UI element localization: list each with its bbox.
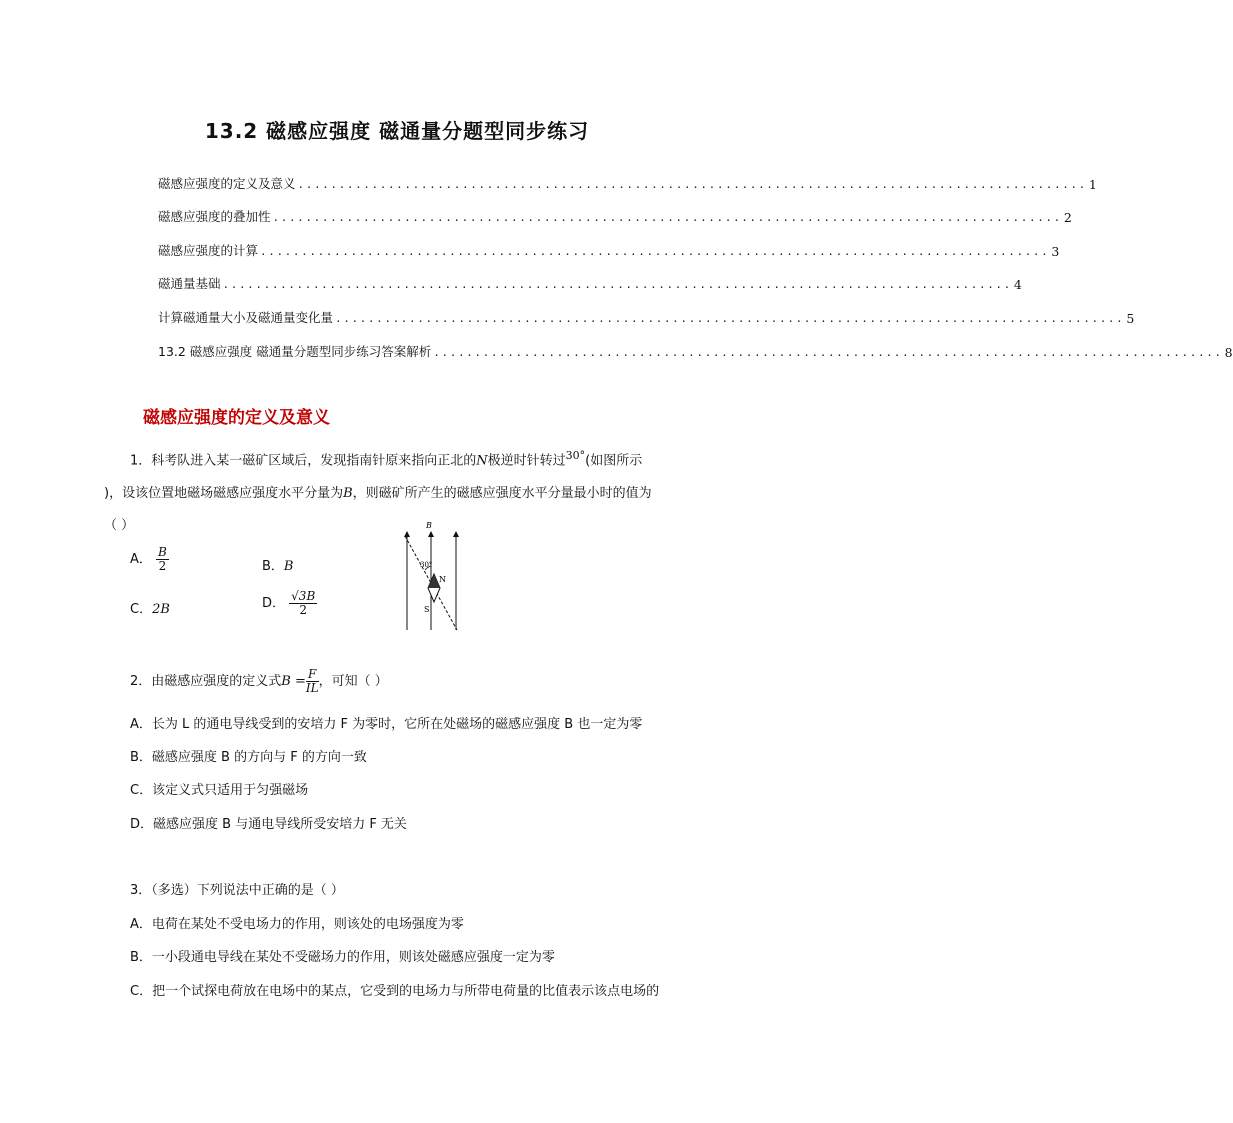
fraction: [306, 668, 319, 695]
toc-leader: ................................................................................................: [260, 244, 1050, 258]
toc-item-page: 8: [1224, 344, 1233, 360]
q1-symbol-b: B: [343, 486, 353, 501]
option-value: B: [283, 559, 294, 574]
toc-item-page: 1: [1088, 176, 1097, 192]
toc-leader: ................................................................................................: [433, 345, 1223, 359]
toc-item[interactable]: [158, 292, 1135, 326]
toc-item-label: 磁感应强度的叠加性: [158, 209, 271, 225]
toc-item-label: 磁感应强度的计算: [158, 242, 259, 258]
q2-option-d[interactable]: D．磁感应强度 B 与通电导线所受安培力 F 无关: [130, 817, 407, 832]
q1-option-c[interactable]: [130, 598, 170, 617]
toc-item[interactable]: [158, 225, 1060, 259]
option-label: C．: [130, 602, 153, 617]
toc-item[interactable]: [158, 326, 1233, 360]
q1-option-a[interactable]: [130, 546, 169, 573]
label-n: N: [439, 575, 446, 584]
q3-option-a[interactable]: A．电荷在某处不受电场力的作用，则该处的电场强度为零: [130, 917, 464, 932]
numerator: F: [306, 668, 319, 682]
q1-text: (如图所示: [585, 453, 643, 469]
numerator: √3B: [291, 589, 316, 603]
denominator: 2: [299, 603, 308, 617]
toc-leader: ................................................................................................: [297, 177, 1087, 191]
toc-item-label: 磁通量基础: [158, 276, 221, 292]
toc-leader: ................................................................................................: [272, 211, 1062, 225]
toc-item[interactable]: [158, 192, 1072, 226]
q1-answer-blank: （ ）: [104, 518, 135, 533]
denominator: IL: [305, 681, 319, 695]
q2-option-c[interactable]: C．该定义式只适用于匀强磁场: [130, 783, 309, 798]
option-label: D．: [262, 596, 286, 611]
page-title: 13.2 磁感应强度 磁通量分题型同步练习: [204, 119, 590, 143]
formula-lhs: B =: [281, 674, 306, 689]
toc-item-label: 13.2 磁感应强度 磁通量分题型同步练习答案解析: [158, 343, 432, 359]
q1-line1: [130, 449, 642, 468]
toc-leader: ................................................................................................: [222, 278, 1012, 292]
q1-symbol-n: N: [476, 453, 488, 469]
label-s: S: [424, 605, 430, 614]
toc-item-label: 计算磁通量大小及磁通量变化量: [158, 309, 334, 325]
compass-figure: [395, 518, 475, 634]
q1-option-b[interactable]: [262, 555, 293, 574]
q2-option-b[interactable]: B．磁感应强度 B 的方向与 F 的方向一致: [130, 750, 367, 765]
section-heading: 磁感应强度的定义及意义: [143, 408, 330, 428]
q2-text: 2．由磁感应强度的定义式: [130, 674, 282, 689]
fraction: [289, 590, 317, 617]
q3-option-b[interactable]: B．一小段通电导线在某处不受磁场力的作用，则该处磁感应强度一定为零: [130, 950, 555, 965]
toc-item-page: 3: [1051, 243, 1060, 259]
toc-item-page: 4: [1013, 277, 1022, 293]
toc-item[interactable]: [158, 259, 1022, 293]
q1-option-d[interactable]: [262, 590, 317, 617]
option-label: A．: [130, 552, 152, 567]
table-of-contents: [158, 158, 1233, 360]
q1-text: 极逆时针转过: [487, 453, 566, 469]
q2-text: ，可知（ ）: [318, 674, 388, 689]
label-angle: 30°: [420, 561, 433, 569]
toc-leader: ................................................................................................: [335, 311, 1125, 325]
toc-item-page: 2: [1063, 210, 1072, 226]
denominator: 2: [158, 559, 167, 573]
q1-line2: [104, 482, 652, 501]
q1-text: ，则磁矿所产生的磁感应强度水平分量最小时的值为: [352, 486, 652, 501]
label-b: B: [426, 521, 432, 530]
q2-stem: [130, 668, 388, 695]
toc-item-page: 5: [1126, 310, 1135, 326]
numerator: B: [158, 545, 167, 559]
q2-option-a[interactable]: A．长为 L 的通电导线受到的安培力 F 为零时，它所在处磁场的磁感应强度 B 也一定为零: [130, 717, 643, 732]
q1-angle: 30°: [565, 449, 586, 462]
option-value: 2B: [152, 602, 170, 617]
toc-item-label: 磁感应强度的定义及意义: [158, 175, 296, 191]
q3-stem: 3．（多选）下列说法中正确的是（ ）: [130, 883, 344, 898]
toc-item[interactable]: [158, 158, 1097, 192]
option-label: B．: [262, 559, 284, 574]
q1-text: )，设该位置地磁场磁感应强度水平分量为: [104, 486, 344, 501]
fraction: [156, 546, 169, 573]
q3-option-c[interactable]: C．把一个试探电荷放在电场中的某点，它受到的电场力与所带电荷量的比值表示该点电场的: [130, 984, 660, 999]
q1-text: 1．科考队进入某一磁矿区域后，发现指南针原来指向正北的: [130, 453, 477, 469]
